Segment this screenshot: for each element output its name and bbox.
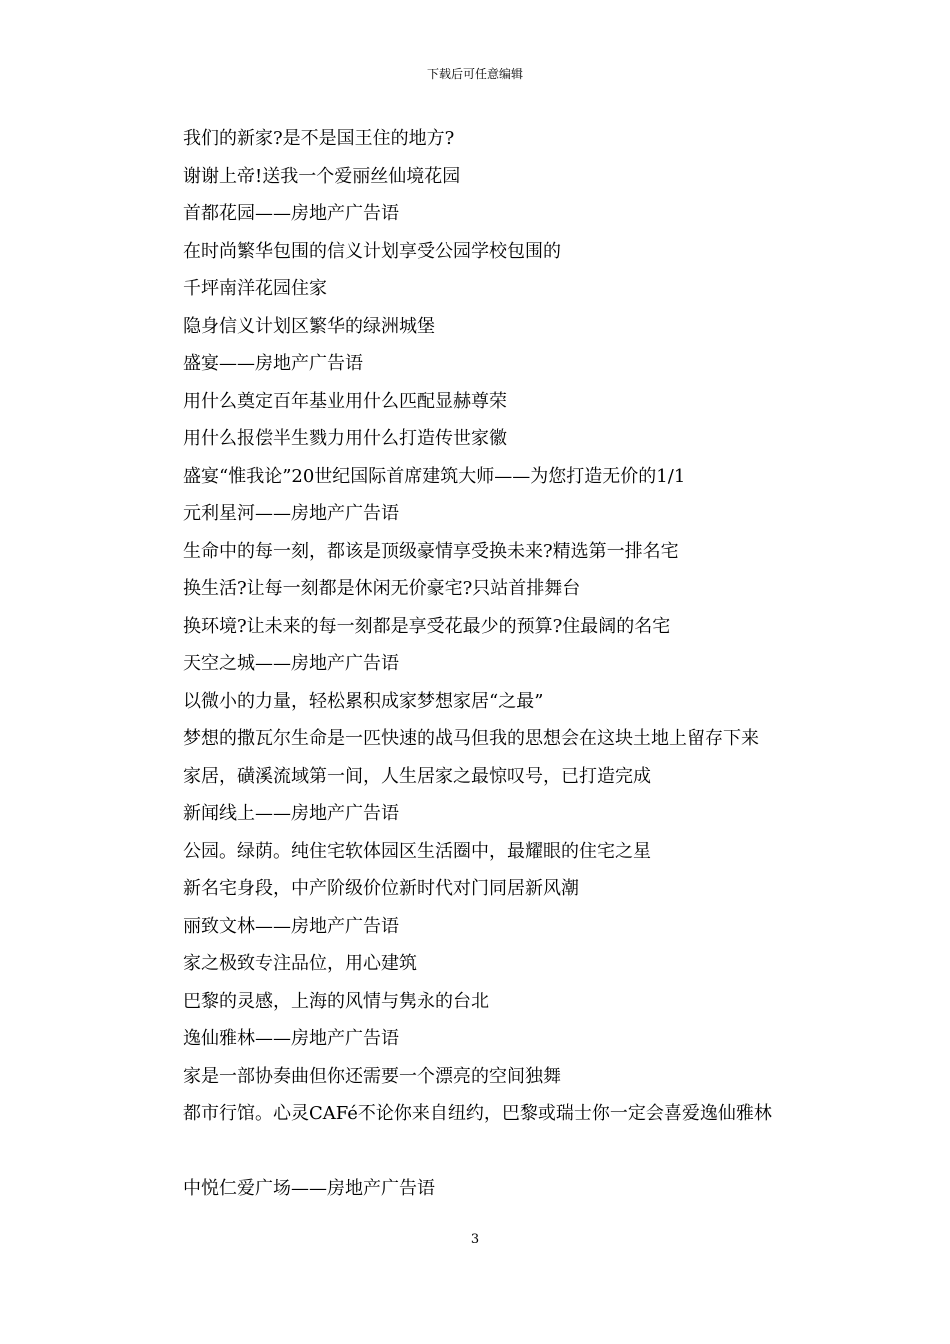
section-heading: 盛宴——房地产广告语 [183, 353, 363, 374]
text-line: 谢谢上帝!送我一个爱丽丝仙境花园 [183, 165, 461, 187]
text-line: 家是一部协奏曲但你还需要一个漂亮的空间独舞 [183, 1065, 561, 1087]
text-line: 新名宅身段，中产阶级价位新时代对门同居新风潮 [183, 878, 579, 899]
section-heading: 天空之城——房地产广告语 [183, 653, 399, 674]
section-heading: 元利星河——房地产广告语 [183, 503, 399, 524]
text-line: 公园。绿荫。纯住宅软体园区生活圈中，最耀眼的住宅之星 [183, 840, 651, 862]
blank-line [183, 1133, 883, 1171]
section-heading: 逸仙雅林——房地产广告语 [183, 1028, 399, 1049]
text-line: 都市行馆。心灵CAFé不论你来自纽约，巴黎或瑞士你一定会喜爱逸仙雅林 [183, 1103, 772, 1124]
section-heading: 丽致文林——房地产广告语 [183, 915, 399, 937]
text-line: 生命中的每一刻，都该是顶级豪情享受换未来?精选第一排名宅 [183, 540, 679, 562]
page-header: 下载后可任意编辑 [426, 67, 523, 81]
text-line: 我们的新家?是不是国王住的地方? [183, 128, 455, 149]
text-line: 换环境?让未来的每一刻都是享受花最少的预算?住最阔的名宅 [183, 615, 671, 637]
text-line: 换生活?让每一刻都是休闲无价豪宅?只站首排舞台 [183, 578, 581, 599]
document-body [183, 120, 883, 1208]
text-line: 在时尚繁华包围的信义计划享受公园学校包围的 [183, 240, 561, 262]
section-heading: 首都花园——房地产广告语 [183, 203, 399, 224]
text-line: 千坪南洋花园住家 [183, 278, 327, 299]
text-line: 巴黎的灵感，上海的风情与隽永的台北 [183, 990, 489, 1012]
text-line: 隐身信义计划区繁华的绿洲城堡 [183, 315, 435, 337]
section-heading: 中悦仁爱广场——房地产广告语 [183, 1178, 435, 1199]
text-line: 家居，磺溪流域第一间，人生居家之最惊叹号，已打造完成 [183, 765, 651, 787]
page-number: 3 [470, 1232, 480, 1247]
text-line: 用什么报偿半生戮力用什么打造传世家徽 [183, 428, 507, 449]
text-line: 盛宴“惟我论”20世纪国际首席建筑大师——为您打造无价的1/1 [183, 465, 686, 487]
section-heading: 新闻线上——房地产广告语 [183, 803, 399, 824]
text-line: 以微小的力量，轻松累积成家梦想家居“之最” [183, 690, 544, 712]
text-line: 用什么奠定百年基业用什么匹配显赫尊荣 [183, 390, 507, 412]
text-line: 梦想的撒瓦尔生命是一匹快速的战马但我的思想会在这块土地上留存下来 [183, 728, 759, 749]
text-line: 家之极致专注品位，用心建筑 [183, 953, 417, 974]
